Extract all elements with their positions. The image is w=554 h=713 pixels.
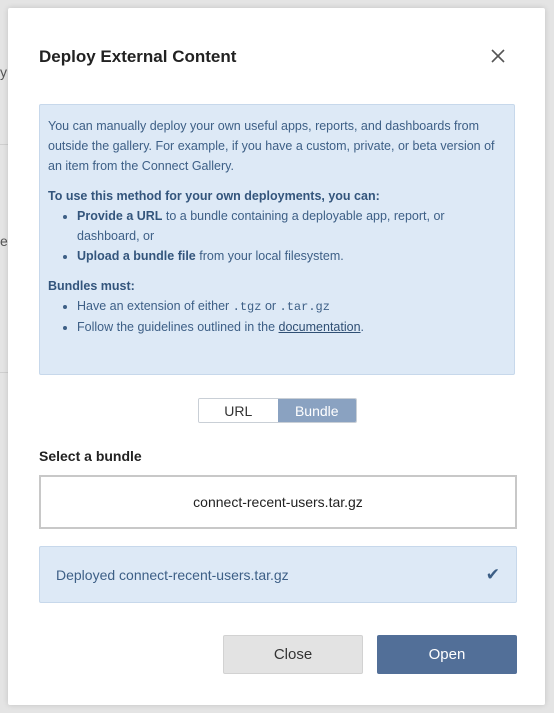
list-item: • Follow the guidelines outlined in the documentation. xyxy=(77,317,506,337)
deploy-status xyxy=(39,546,517,603)
bundles-heading: Bundles must: xyxy=(48,279,135,293)
info-intro: You can manually deploy your own useful apps, reports, and dashboards from outside the gallery. For example, if you have a custom, private, or beta version of an item from the Connect Gallery. xyxy=(48,119,495,173)
background-text-fragment: y xyxy=(0,64,7,80)
open-button[interactable]: Open xyxy=(377,635,517,674)
status-text: Deployed connect-recent-users.tar.gz xyxy=(56,566,289,583)
background-divider xyxy=(0,372,8,373)
list-item: • Have an extension of either .tgz or .tar.gz xyxy=(77,296,506,317)
close-icon[interactable] xyxy=(489,47,507,65)
bundle-file-input[interactable]: connect-recent-users.tar.gz xyxy=(39,475,517,529)
checkmark-icon: ✔ xyxy=(485,564,500,584)
list-item: • Provide a URL to a bundle containing a deployable app, report, or dashboard, or xyxy=(77,206,506,246)
close-button[interactable]: Close xyxy=(223,635,363,674)
bundle-rules-list xyxy=(48,296,506,337)
select-bundle-label: Select a bundle xyxy=(39,448,142,464)
deploy-dialog xyxy=(8,8,545,705)
documentation-link[interactable]: documentation xyxy=(278,320,361,334)
method-heading: To use this method for your own deployments, you can: xyxy=(48,189,380,203)
source-toggle xyxy=(198,398,357,423)
background-divider xyxy=(0,144,8,145)
toggle-url[interactable]: URL xyxy=(199,399,278,422)
info-panel xyxy=(39,104,515,375)
toggle-bundle[interactable]: Bundle xyxy=(278,399,357,422)
background-text-fragment: e xyxy=(0,233,8,249)
method-list xyxy=(48,206,506,266)
dialog-title: Deploy External Content xyxy=(39,47,237,66)
list-item: • Upload a bundle file from your local filesystem. xyxy=(77,246,506,266)
